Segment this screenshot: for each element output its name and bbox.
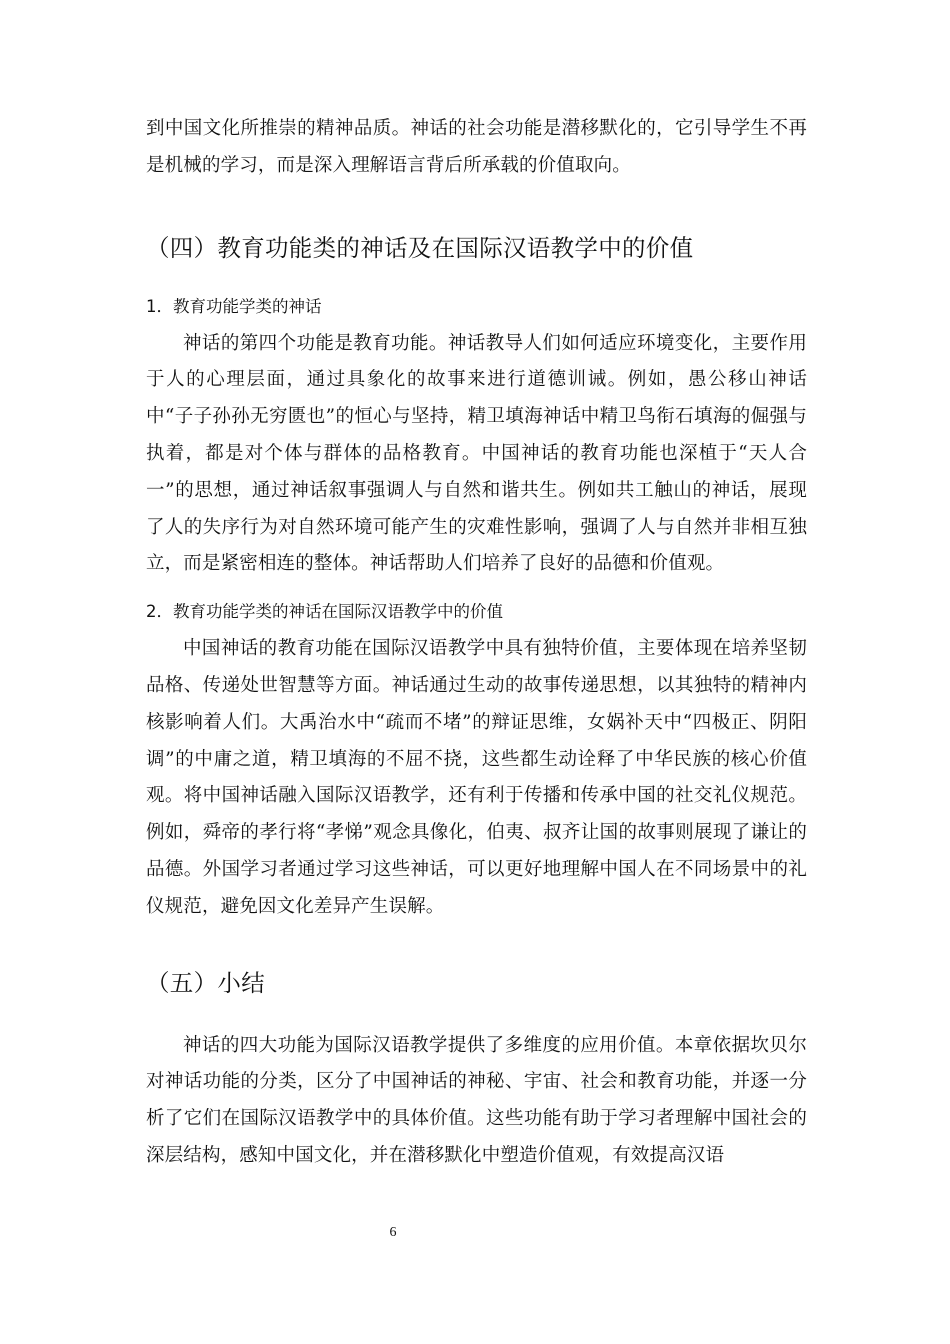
section-5-heading: （五）小结: [146, 968, 265, 997]
subsection-4-2-paragraph: 中国神话的教育功能在国际汉语教学中具有独特价值，主要体现在培养坚韧品格、传递处世智慧等方面。神话通过生动的故事传递思想，以其独特的精神内核影响着人们。大禹治水中“疏而不堵”的辩证思维，女娲补天中“四极正、阴阳调”的中庸之道，精卫填海的不屈不挠，这些都生动诠释了中华民族的核心价值观。将中国神话融入国际汉语教学，还有利于传播和传承中国的社交礼仪规范。例如，舜帝的孝行将“孝悌”观念具像化，伯夷、叔齐让国的故事则展现了谦让的品德。外国学习者通过学习这些神话，可以更好地理解中国人在不同场景中的礼仪规范，避免因文化差异产生误解。: [146, 638, 807, 917]
section-5-paragraph: 神话的四大功能为国际汉语教学提供了多维度的应用价值。本章依据坎贝尔对神话功能的分类，区分了中国神话的神秘、宇宙、社会和教育功能，并逐一分析了它们在国际汉语教学中的具体价值。这些功能有助于学习者理解中国社会的深层结构，感知中国文化，并在潜移默化中塑造价值观，有效提高汉语: [146, 1034, 807, 1166]
subsection-4-2-heading: 2．教育功能学类的神话在国际汉语教学中的价值: [146, 602, 503, 622]
subsection-4-1-heading: 1．教育功能学类的神话: [146, 296, 322, 316]
page-content: [146, 111, 807, 1175]
subsection-4-1-paragraph: 神话的第四个功能是教育功能。神话教导人们如何适应环境变化，主要作用于人的心理层面，通过具象化的故事来进行道德训诫。例如，愚公移山神话中“子子孙孙无穷匮也”的恒心与坚持，精卫填海神话中精卫鸟衔石填海的倔强与执着，都是对个体与群体的品格教育。中国神话的教育功能也深植于“天人合一”的思想，通过神话叙事强调人与自然和谐共生。例如共工触山的神话，展现了人的失序行为对自然环境可能产生的灾难性影响，强调了人与自然并非相互独立，而是紧密相连的整体。神话帮助人们培养了良好的品德和价值观。: [146, 332, 807, 575]
opening-paragraph: 到中国文化所推崇的精神品质。神话的社会功能是潜移默化的，它引导学生不再是机械的学习，而是深入理解语言背后所承载的价值取向。: [146, 118, 807, 176]
section-4-heading: （四）教育功能类的神话及在国际汉语教学中的价值: [146, 233, 694, 262]
page-number: 6: [389, 1225, 397, 1240]
